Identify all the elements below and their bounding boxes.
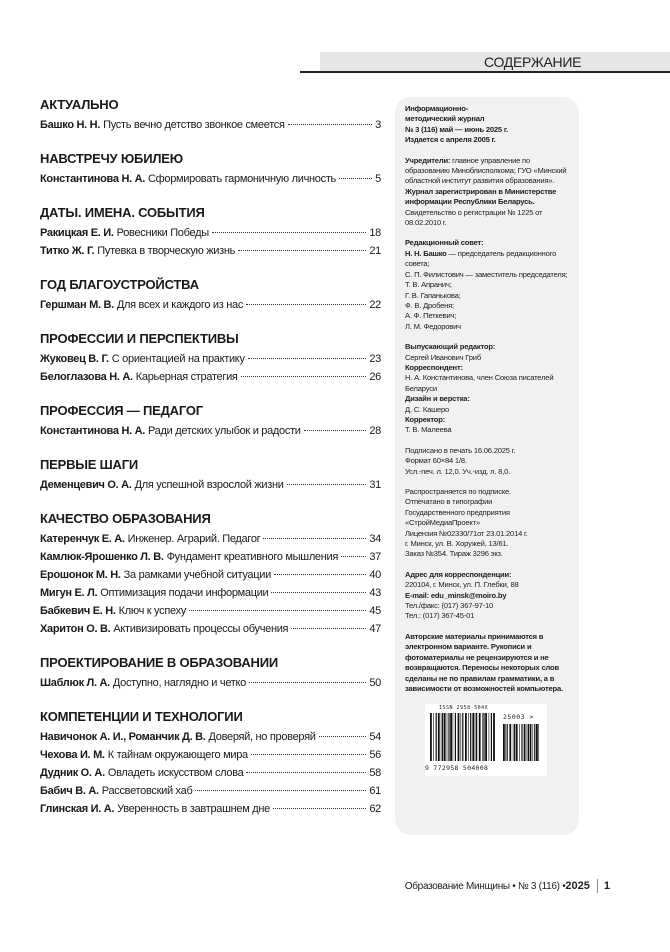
toc-section bbox=[40, 330, 381, 386]
design-label: Дизайн и верстка: bbox=[405, 394, 470, 404]
barcode-bar bbox=[513, 724, 514, 761]
dot-leader bbox=[246, 772, 366, 773]
imprint-panel bbox=[395, 97, 579, 835]
distribution-line: «СтройМедиаПроект» bbox=[405, 518, 480, 528]
entry-author: Титко Ж. Г. bbox=[40, 245, 95, 257]
barcode-bar bbox=[438, 713, 440, 761]
page-title: СОДЕРЖАНИЕ bbox=[484, 54, 582, 70]
notice: Авторские материалы принимаются в электронном варианте. Рукописи и фотоматериалы не рецензируются и не возвращаются. Переносы некоторых слов сделаны не по правилам грамматики, а в зависимости от возможностей компьютера. bbox=[405, 631, 563, 693]
barcode-bar bbox=[436, 713, 437, 761]
barcode-bar bbox=[534, 724, 535, 761]
registration: Журнал зарегистрирован в Министерстве информации Республики Беларусь. bbox=[405, 186, 557, 207]
board-member: Г. В. Гапанькова; bbox=[405, 290, 461, 300]
dot-leader bbox=[274, 574, 366, 575]
barcode-bar bbox=[507, 724, 508, 761]
toc-section bbox=[40, 708, 381, 818]
journal-info-line: № 3 (116) май — июнь 2025 г. bbox=[405, 124, 508, 134]
footer-separator bbox=[597, 879, 598, 893]
editorial-board bbox=[405, 238, 575, 332]
designer: Д. С. Кашеро bbox=[405, 404, 450, 414]
distribution-line: Заказ №354. Тираж 3296 экз. bbox=[405, 549, 503, 559]
entry-title: Доверяй, но проверяй bbox=[208, 731, 316, 743]
barcode-bar bbox=[476, 713, 477, 761]
toc-entry[interactable] bbox=[40, 602, 381, 620]
toc-entry[interactable] bbox=[40, 584, 381, 602]
toc-entry[interactable] bbox=[40, 674, 381, 692]
board-chair bbox=[405, 249, 575, 270]
address-label: Адрес для корреспонденции: bbox=[405, 569, 512, 579]
editor: Сергей Иванович Гриб bbox=[405, 352, 481, 362]
entry-author: Мигун Е. Л. bbox=[40, 587, 98, 599]
entry-author: Камлюк-Ярошенко Л. В. bbox=[40, 551, 164, 563]
distribution-line: Лицензия №02330/71от 23.01.2014 г. bbox=[405, 528, 528, 538]
dot-leader bbox=[273, 808, 366, 809]
entry-title: Овладеть искусством слова bbox=[107, 767, 244, 779]
board-member: С. П. Филистович — заместитель председателя; bbox=[405, 269, 568, 279]
barcode-bar bbox=[503, 724, 505, 761]
toc-entry[interactable] bbox=[40, 170, 381, 188]
barcode-bar bbox=[536, 724, 538, 761]
board-member: А. Ф. Петкевич; bbox=[405, 311, 457, 321]
entry-page: 62 bbox=[369, 803, 381, 815]
barcode-bar bbox=[479, 713, 481, 761]
entry-author: Дудник О. А. bbox=[40, 767, 105, 779]
entry-author: Деменцевич О. А. bbox=[40, 479, 132, 491]
entry-title: Рассветовский хаб bbox=[101, 785, 193, 797]
dot-leader bbox=[248, 358, 367, 359]
founders-text: главное управление по образованию Миноблисполкома; ГУО «Минский областной институт развития образования». bbox=[405, 155, 567, 186]
toc-entry[interactable] bbox=[40, 350, 381, 368]
journal-info-line: Издается с апреля 2005 г. bbox=[405, 135, 496, 145]
correspondent: Н. А. Константинова, член Союза писателей Беларуси bbox=[405, 373, 554, 393]
entry-page: 21 bbox=[369, 245, 381, 257]
barcode-bar bbox=[514, 724, 515, 761]
entry-author: Бабич В. А. bbox=[40, 785, 99, 797]
dot-leader bbox=[238, 250, 366, 251]
section-title: ДАТЫ. ИМЕНА. СОБЫТИЯ bbox=[40, 205, 205, 220]
entry-page: 54 bbox=[369, 731, 381, 743]
header-rule bbox=[300, 71, 670, 73]
table-of-contents bbox=[40, 96, 381, 834]
distribution-line: г. Минск, ул. В. Хоружей, 13/61. bbox=[405, 539, 509, 549]
barcode-bar bbox=[441, 713, 442, 761]
section-title: НАВСТРЕЧУ ЮБИЛЕЮ bbox=[40, 151, 183, 166]
entry-author: Чехова И. М. bbox=[40, 749, 105, 761]
entry-title: Фундамент креативного мышления bbox=[166, 551, 339, 563]
barcode bbox=[425, 704, 547, 776]
entry-author: Шаблюк Л. А. bbox=[40, 677, 110, 689]
barcode-bar bbox=[485, 713, 487, 761]
board-member: Ф. В. Дробеня; bbox=[405, 300, 454, 310]
toc-entry[interactable] bbox=[40, 116, 381, 134]
staff bbox=[405, 342, 575, 436]
entry-page: 45 bbox=[369, 605, 381, 617]
barcode-addon: 25003 > bbox=[503, 713, 534, 722]
toc-entry[interactable] bbox=[40, 728, 381, 746]
board-label: Редакционный совет: bbox=[405, 238, 484, 248]
barcode-bar bbox=[533, 724, 534, 761]
toc-section bbox=[40, 96, 381, 134]
entry-page: 37 bbox=[369, 551, 381, 563]
barcode-bar bbox=[465, 713, 467, 761]
entry-page: 61 bbox=[369, 785, 381, 797]
barcode-bar bbox=[538, 724, 539, 761]
toc-section bbox=[40, 150, 381, 188]
barcode-bar bbox=[524, 724, 526, 761]
barcode-bar bbox=[483, 713, 484, 761]
barcode-bar bbox=[516, 724, 518, 761]
entry-title: Путевка в творческую жизнь bbox=[97, 245, 236, 257]
entry-author: Белоглазова Н. А. bbox=[40, 371, 133, 383]
toc-entry[interactable] bbox=[40, 530, 381, 548]
entry-title: Ключ к успеху bbox=[118, 605, 186, 617]
barcode-bar bbox=[442, 713, 443, 761]
toc-entry[interactable] bbox=[40, 242, 381, 260]
toc-section bbox=[40, 402, 381, 440]
journal-info-line: Информационно- bbox=[405, 104, 469, 113]
footer bbox=[380, 878, 610, 894]
entry-title: Активизировать процессы обучения bbox=[113, 623, 289, 635]
barcode-bar bbox=[458, 713, 460, 761]
entry-title: Ровесники Победы bbox=[116, 227, 209, 239]
entry-title: Для успешной взрослой жизни bbox=[134, 479, 284, 491]
toc-entry[interactable] bbox=[40, 368, 381, 386]
barcode-bar bbox=[447, 713, 448, 761]
journal-info-line: методический журнал bbox=[405, 114, 485, 124]
toc-section bbox=[40, 204, 381, 260]
entry-page: 56 bbox=[369, 749, 381, 761]
barcode-bar bbox=[430, 713, 432, 761]
phone: Тел.: (017) 367-45-01 bbox=[405, 611, 475, 621]
barcode-bar bbox=[519, 724, 520, 761]
page-number: 1 bbox=[603, 880, 610, 892]
barcode-bar bbox=[505, 724, 506, 761]
certificate: Свидетельство о регистрации № 1225 от 08.02.2010 г. bbox=[405, 207, 543, 228]
entry-title: Сформировать гармоничную личность bbox=[148, 173, 336, 185]
distribution bbox=[405, 487, 575, 560]
barcode-bar bbox=[475, 713, 476, 761]
barcode-bar bbox=[433, 713, 434, 761]
entry-title: Пусть вечно детство звонкое смеется bbox=[103, 119, 285, 131]
section-title: ГОД БЛАГОУСТРОЙСТВА bbox=[40, 277, 199, 292]
entry-page: 43 bbox=[369, 587, 381, 599]
dot-leader bbox=[249, 682, 366, 683]
toc-section bbox=[40, 276, 381, 314]
distribution-line: Отпечатано в типографии bbox=[405, 497, 493, 507]
entry-author: Ерошонок М. Н. bbox=[40, 569, 121, 581]
barcode-bar bbox=[482, 713, 483, 761]
entry-page: 23 bbox=[369, 353, 381, 365]
dot-leader bbox=[304, 430, 367, 431]
barcode-bar bbox=[521, 724, 522, 761]
email-link[interactable]: E-mail: edu_minsk@moiro.by bbox=[405, 590, 507, 600]
address: 220104, г. Минск, ул. П. Глебки, 88 bbox=[405, 580, 519, 590]
barcode-bar bbox=[444, 713, 446, 761]
section-title: ПЕРВЫЕ ШАГИ bbox=[40, 457, 139, 472]
entry-author: Глинская И. А. bbox=[40, 803, 115, 815]
barcode-bar bbox=[455, 713, 456, 761]
barcode-bar bbox=[453, 713, 454, 761]
entry-page: 50 bbox=[369, 677, 381, 689]
dot-leader bbox=[195, 790, 366, 791]
entry-title: Оптимизация подачи информации bbox=[100, 587, 269, 599]
entry-title: Инженер. Аграрий. Педагог bbox=[127, 533, 261, 545]
entry-author: Ракицкая Е. И. bbox=[40, 227, 114, 239]
barcode-bar bbox=[491, 713, 492, 761]
section-title: ПРОЕКТИРОВАНИЕ В ОБРАЗОВАНИИ bbox=[40, 655, 278, 670]
toc-section bbox=[40, 654, 381, 692]
correspondent-label: Корреспондент: bbox=[405, 362, 463, 372]
dot-leader bbox=[291, 628, 366, 629]
barcode-bar bbox=[448, 713, 449, 761]
entry-page: 3 bbox=[375, 119, 381, 131]
dot-leader bbox=[287, 484, 367, 485]
entry-author: Навичонок А. И., Романчик Д. В. bbox=[40, 731, 206, 743]
entry-author: Башко Н. Н. bbox=[40, 119, 101, 131]
entry-page: 28 bbox=[369, 425, 381, 437]
founders bbox=[405, 156, 575, 187]
barcode-bar bbox=[489, 713, 490, 761]
toc-entry[interactable] bbox=[40, 782, 381, 800]
dot-leader bbox=[263, 538, 366, 539]
section-title: ПРОФЕССИИ И ПЕРСПЕКТИВЫ bbox=[40, 331, 239, 346]
entry-page: 22 bbox=[369, 299, 381, 311]
entry-title: Карьерная стратегия bbox=[135, 371, 238, 383]
section-title: КОМПЕТЕНЦИИ И ТЕХНОЛОГИИ bbox=[40, 709, 243, 724]
toc-entry[interactable] bbox=[40, 620, 381, 638]
barcode-addon-bars bbox=[503, 724, 539, 761]
barcode-bar bbox=[530, 724, 532, 761]
dot-leader bbox=[319, 736, 367, 737]
print-info-line: Подписано в печать 16.06.2025 г. bbox=[405, 445, 516, 455]
entry-page: 26 bbox=[369, 371, 381, 383]
entry-page: 47 bbox=[369, 623, 381, 635]
barcode-bar bbox=[472, 713, 474, 761]
section-title: ПРОФЕССИЯ — ПЕДАГОГ bbox=[40, 403, 203, 418]
toc-entry[interactable] bbox=[40, 746, 381, 764]
dot-leader bbox=[251, 754, 366, 755]
toc-entry[interactable] bbox=[40, 566, 381, 584]
entry-author: Жуковец В. Г. bbox=[40, 353, 109, 365]
toc-entry[interactable] bbox=[40, 548, 381, 566]
section-title: АКТУАЛЬНО bbox=[40, 97, 119, 112]
phone: Тел./факс: (017) 367-97-10 bbox=[405, 601, 493, 611]
entry-author: Бабкевич Е. Н. bbox=[40, 605, 116, 617]
proofreader-label: Корректор: bbox=[405, 414, 445, 424]
toc-entry[interactable] bbox=[40, 296, 381, 314]
dot-leader bbox=[341, 556, 366, 557]
barcode-bar bbox=[528, 724, 529, 761]
barcode-bar bbox=[470, 713, 471, 761]
toc-entry[interactable] bbox=[40, 764, 381, 782]
proofreader: Т. В. Малеева bbox=[405, 425, 452, 435]
dot-leader bbox=[241, 376, 367, 377]
entry-title: С ориентацией на практику bbox=[111, 353, 245, 365]
toc-entry[interactable] bbox=[40, 800, 381, 818]
footer-journal: Образование Минщины • № 3 (116) • bbox=[404, 880, 566, 892]
dot-leader bbox=[271, 592, 366, 593]
barcode-bar bbox=[468, 713, 469, 761]
entry-page: 40 bbox=[369, 569, 381, 581]
entry-page: 5 bbox=[375, 173, 381, 185]
entry-author: Харитон О. В. bbox=[40, 623, 111, 635]
entry-author: Константинова Н. А. bbox=[40, 173, 146, 185]
founders-label: Учредители: bbox=[405, 155, 451, 165]
board-member: Л. М. Федорович bbox=[405, 321, 461, 331]
entry-author: Катеренчук Е. А. bbox=[40, 533, 125, 545]
barcode-bar bbox=[450, 713, 452, 761]
distribution-line: Распространяется по подписке. bbox=[405, 487, 511, 496]
toc-entry[interactable] bbox=[40, 476, 381, 494]
section-title: КАЧЕСТВО ОБРАЗОВАНИЯ bbox=[40, 511, 211, 526]
barcode-bar bbox=[462, 713, 463, 761]
entry-page: 34 bbox=[369, 533, 381, 545]
barcode-bar bbox=[493, 713, 495, 761]
toc-entry[interactable] bbox=[40, 422, 381, 440]
board-member: Т. В. Апранич; bbox=[405, 280, 452, 290]
dot-leader bbox=[189, 610, 366, 611]
entry-title: Ради детских улыбок и радости bbox=[148, 425, 301, 437]
editor-label: Выпускающий редактор: bbox=[405, 342, 496, 352]
issn-label: ISSN 2958-504X bbox=[439, 705, 489, 712]
barcode-bars bbox=[430, 713, 496, 761]
print-info-line: Формат 60×84 1/8. bbox=[405, 456, 467, 466]
distribution-line: Государственного предприятия bbox=[405, 507, 510, 517]
print-info-line: Усл.-печ. л. 12,0. Уч.-изд. л. 8,0. bbox=[405, 466, 511, 476]
entry-title: К тайнам окружающего мира bbox=[107, 749, 248, 761]
barcode-bar bbox=[509, 724, 511, 761]
contacts bbox=[405, 570, 575, 622]
entry-title: Уверенность в завтрашнем дне bbox=[117, 803, 270, 815]
print-info bbox=[405, 446, 575, 477]
board-chair-name: Н. Н. Башко bbox=[405, 248, 447, 258]
dot-leader bbox=[246, 304, 366, 305]
barcode-bar bbox=[461, 713, 462, 761]
toc-entry[interactable] bbox=[40, 224, 381, 242]
entry-page: 31 bbox=[369, 479, 381, 491]
dot-leader bbox=[212, 232, 367, 233]
dot-leader bbox=[288, 124, 373, 125]
entry-author: Гершман М. В. bbox=[40, 299, 114, 311]
board-chair-role: — председатель редакционного совета; bbox=[405, 248, 557, 269]
entry-title: Доступно, наглядно и четко bbox=[112, 677, 246, 689]
entry-page: 58 bbox=[369, 767, 381, 779]
toc-section bbox=[40, 456, 381, 494]
dot-leader bbox=[339, 178, 372, 179]
entry-title: Для всех и каждого из нас bbox=[116, 299, 244, 311]
entry-page: 18 bbox=[369, 227, 381, 239]
entry-title: За рамками учебной ситуации bbox=[123, 569, 271, 581]
barcode-bar bbox=[527, 724, 528, 761]
journal-info bbox=[405, 104, 575, 146]
toc-section bbox=[40, 510, 381, 638]
barcode-number: 9 772958 504008 bbox=[425, 764, 489, 773]
footer-year: 2025 bbox=[565, 880, 590, 892]
entry-author: Константинова Н. А. bbox=[40, 425, 146, 437]
